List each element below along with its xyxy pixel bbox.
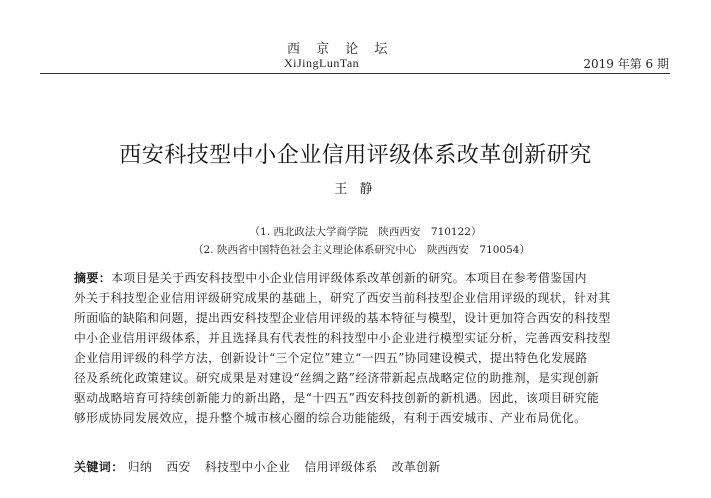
abstract-line: 径及系统化政策建议。研究成果是对建设“丝绸之路”经济带新起点战略定位的助推剂，是实现创新 [74,371,600,385]
header-divider [40,73,670,74]
affiliation-2: （2. 陕西省中国特色社会主义理论体系研究中心 陕西西安 710054） [193,244,530,256]
keyword: 信用评级体系 [304,460,378,474]
abstract-line: 外关于科技型企业信用评级研究成果的基础上，研究了西安当前科技型企业信用评级的现状，针对其 [74,291,611,305]
affiliation-1: （1. 西北政法大学商学院 陕西西安 710122） [249,226,482,238]
abstract-line: 驱动战略培育可持续创新能力的新出路，是“十四五”西安科技创新的新机遇。因此，该项目研究能 [74,391,600,405]
abstract [74,268,664,428]
abstract-line: 企业信用评级的科学方法，创新设计“三个定位”建立“一四五”协同建设模式，提出特色化发展路 [74,351,588,365]
abstract-line: 中小企业信用评级体系，并且选择具有代表性的科技型中小企业进行模型实证分析，完善西安科技型 [74,331,611,345]
journal-pinyin: XiJingLunTan [284,56,360,70]
abstract-line [74,268,664,288]
keyword: 归纳 [127,460,153,474]
keywords-label: 关键词： [74,460,124,474]
author-name: 王 静 [334,182,377,197]
keyword: 改革创新 [391,460,441,474]
abstract-line: 够形成协同发展效应，提升整个城市核心圈的综合功能能级，有利于西安城市、产业布局优化。 [74,411,587,425]
abstract-line: 所面临的缺陷和问题，提出西安科技型企业信用评级的基本特征与模型，设计更加符合西安的科技型 [74,311,611,325]
abstract-text: 本项目是关于西安科技型中小企业信用评级体系改革创新的研究。本项目在参考借鉴国内 [111,271,587,285]
keywords [74,458,451,475]
journal-name: 西 京 论 坛 [287,42,394,57]
journal-header [0,0,711,80]
paper-title: 西安科技型中小企业信用评级体系改革创新研究 [119,143,592,168]
keyword: 西安 [166,460,191,474]
keyword: 科技型中小企业 [204,460,291,474]
abstract-label: 摘要： [74,271,112,285]
issue-number: 2019 年第 6 期 [583,57,669,71]
